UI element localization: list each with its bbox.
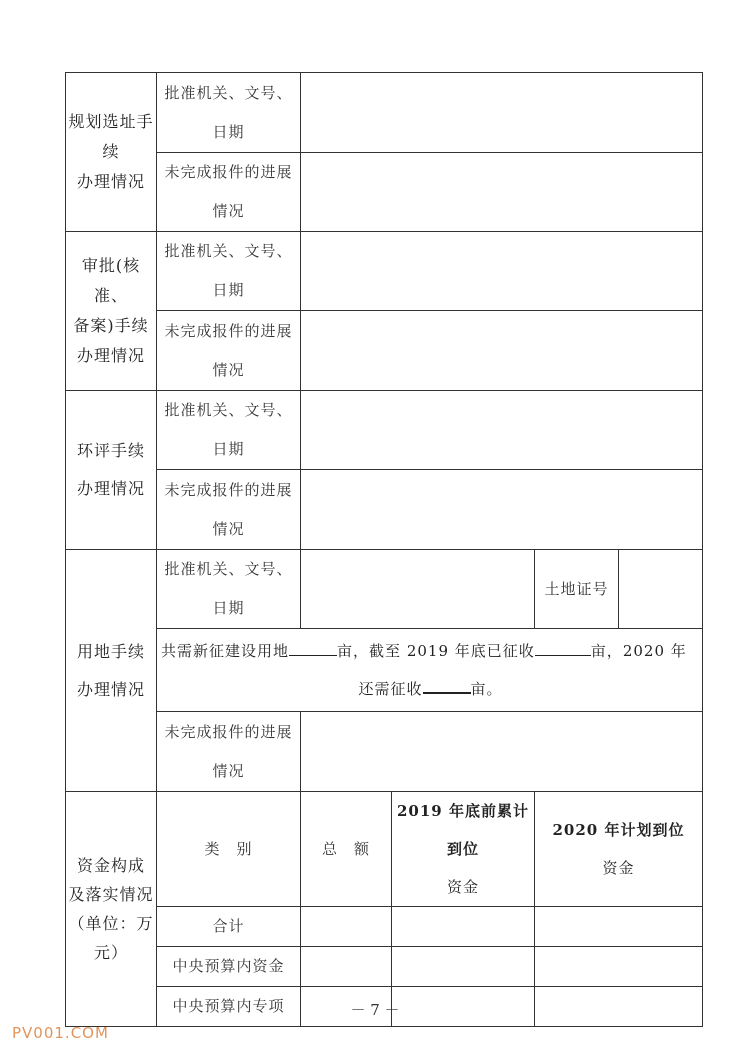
review-approval-value[interactable]: [301, 232, 703, 311]
planning-approval-value[interactable]: [301, 73, 703, 153]
land-total-blank[interactable]: [289, 655, 337, 656]
watermark: PV001.COM: [12, 1024, 109, 1042]
land-approval-value[interactable]: [301, 550, 535, 629]
env-progress-value[interactable]: [301, 470, 703, 550]
planning-label: 规划选址手 续 办理情况: [66, 73, 157, 232]
planning-progress-value[interactable]: [301, 153, 703, 232]
land-progress-label: 未完成报件的进展情况: [157, 712, 301, 792]
funds-col-total: 总 额: [301, 792, 392, 907]
review-label: 审批(核准、 备案)手续 办理情况: [66, 232, 157, 391]
env-approval-value[interactable]: [301, 391, 703, 470]
funds-row-special-label: 中央预算内专项: [157, 987, 301, 1027]
planning-progress-label: 未完成报件的进展情况: [157, 153, 301, 232]
funds-row-total-2019[interactable]: [392, 907, 535, 947]
env-progress-label: 未完成报件的进展情况: [157, 470, 301, 550]
land-cert-label: 土地证号: [535, 550, 619, 629]
funds-col-category: 类 别: [157, 792, 301, 907]
review-progress-label: 未完成报件的进展情况: [157, 311, 301, 391]
planning-approval-label: 批准机关、文号、日期: [157, 73, 301, 153]
land-cert-value[interactable]: [619, 550, 703, 629]
funds-row-total-amount[interactable]: [301, 907, 392, 947]
funds-label: 资金构成 及落实情况 （单位：万 元）: [66, 792, 157, 1027]
land-label: 用地手续 办理情况: [66, 550, 157, 792]
land-approval-label: 批准机关、文号、日期: [157, 550, 301, 629]
land-progress-value[interactable]: [301, 712, 703, 792]
funds-col-2020: 2020 年计划到位 资金: [535, 792, 703, 907]
review-progress-value[interactable]: [301, 311, 703, 391]
funds-row-central-2019[interactable]: [392, 947, 535, 987]
land-acquired-blank[interactable]: [535, 655, 591, 656]
funds-row-central-2020[interactable]: [535, 947, 703, 987]
env-label: 环评手续 办理情况: [66, 391, 157, 550]
land-remaining-blank[interactable]: [423, 692, 471, 694]
funds-row-total-2020[interactable]: [535, 907, 703, 947]
funds-row-central-label: 中央预算内资金: [157, 947, 301, 987]
env-approval-label: 批准机关、文号、日期: [157, 391, 301, 470]
funds-row-central-amount[interactable]: [301, 947, 392, 987]
project-form-table: [65, 72, 703, 1027]
land-expropriation-text: 共需新征建设用地 亩，截至 2019 年底已征收 亩，2020 年 还需征收 亩。: [157, 629, 703, 712]
review-approval-label: 批准机关、文号、日期: [157, 232, 301, 311]
funds-col-2019: 2019 年底前累计到位 资金: [392, 792, 535, 907]
page-number: － 7 －: [350, 1001, 400, 1019]
funds-row-total-label: 合计: [157, 907, 301, 947]
